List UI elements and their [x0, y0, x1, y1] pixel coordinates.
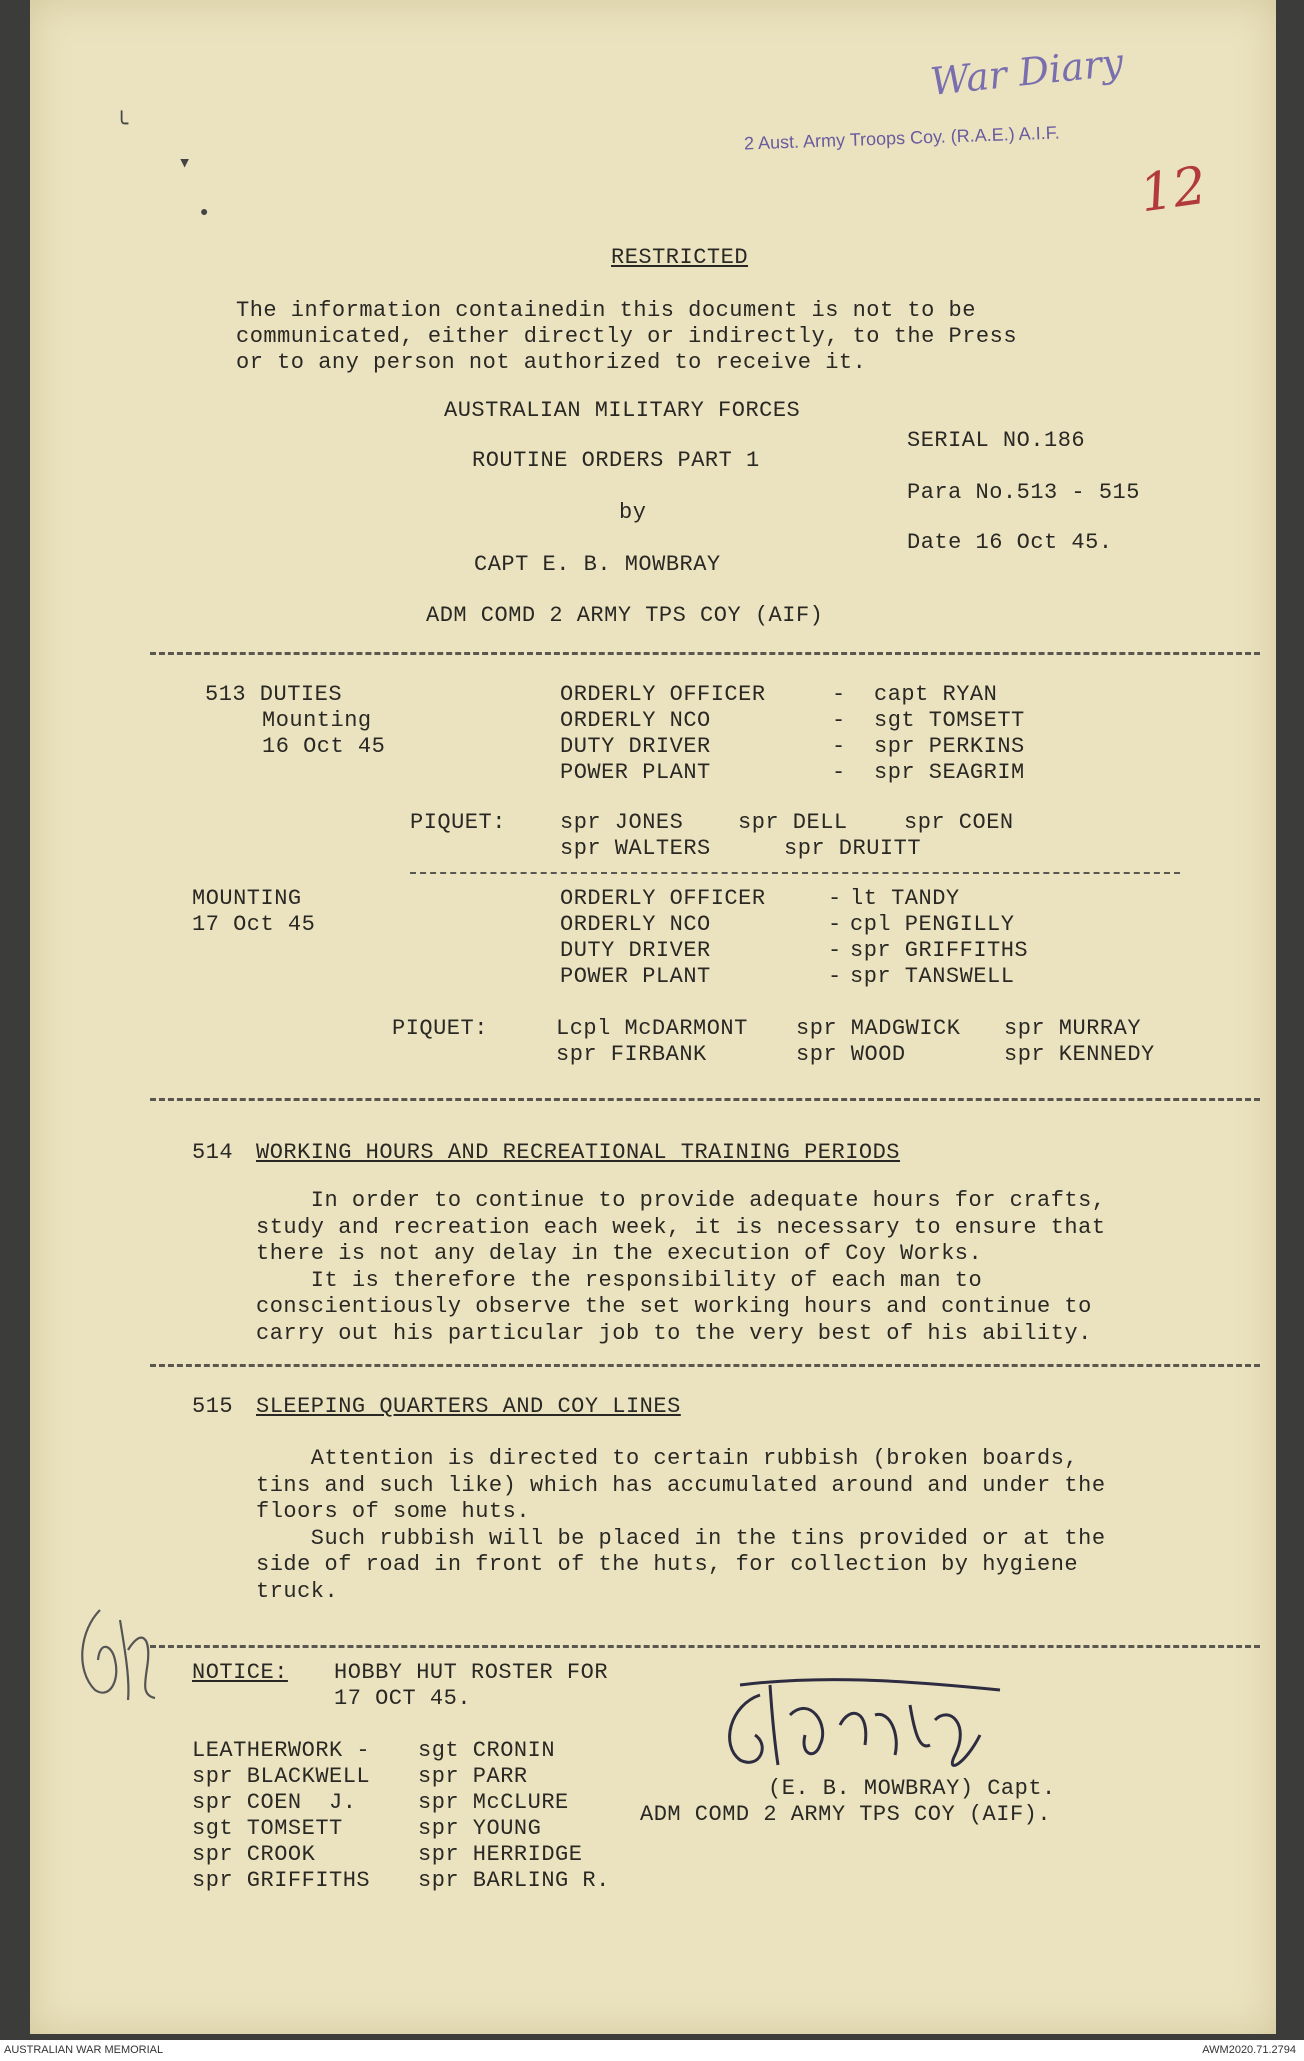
para-515-body: Attention is directed to certain rubbish (broken boards, tins and such like) which has accumulated around and under the floors of some huts. Such rubbish will be placed in the tins provided or at the side of road in front of the huts, for collection by hygiene truck.: [256, 1446, 1106, 1604]
mounting-a-label: Mounting: [262, 708, 372, 733]
officer-signature-icon: [700, 1665, 1020, 1785]
archive-name: AUSTRALIAN WAR MEMORIAL: [4, 2044, 164, 2056]
piquet-name: spr FIRBANK: [556, 1042, 707, 1067]
initials-signature-icon: [70, 1590, 170, 1710]
piquet-name: spr KENNEDY: [1004, 1042, 1155, 1067]
notice-title-1: HOBBY HUT ROSTER FOR: [334, 1660, 609, 1685]
signatory-name: (E. B. MOWBRAY) Capt.: [768, 1776, 1056, 1801]
classification: RESTRICTED: [611, 245, 749, 270]
roster-column-b: sgt CRONIN spr PARR spr McCLURE spr YOUNG spr HERRIDGE spr BARLING R.: [418, 1738, 610, 1893]
section-divider: [150, 1098, 1260, 1101]
serial-number: SERIAL NO.186: [907, 428, 1086, 453]
folio-number: 12: [1136, 155, 1211, 225]
duties-b-names: lt TANDY cpl PENGILLY spr GRIFFITHS spr TANSWELL: [850, 886, 1029, 989]
piquet-b-label: PIQUET:: [392, 1016, 488, 1041]
para-515-title: SLEEPING QUARTERS AND COY LINES: [256, 1394, 681, 1419]
piquet-name: spr MADGWICK: [796, 1016, 961, 1041]
order-date: Date 16 Oct 45.: [907, 530, 1113, 555]
orders-title: ROUTINE ORDERS PART 1: [472, 448, 760, 473]
para-515-number: 515: [192, 1394, 234, 1419]
duties-b-dashes: - - - -: [828, 886, 842, 989]
para-513-label: 513 DUTIES: [205, 682, 343, 707]
para-range: Para No.513 - 515: [907, 480, 1140, 505]
archive-footer: [0, 2040, 1304, 2061]
piquet-name: spr MURRAY: [1004, 1016, 1142, 1041]
restriction-notice: The information containedin this document is not to be communicated, either directly or indirectly, to the Press or to any person not authorized to receive it.: [236, 298, 1018, 375]
piquet-name: spr WALTERS: [560, 836, 711, 861]
org-title: AUSTRALIAN MILITARY FORCES: [444, 398, 801, 423]
war-diary-handwriting: War Diary: [928, 40, 1126, 104]
signatory-command: ADM COMD 2 ARMY TPS COY (AIF).: [640, 1802, 1052, 1827]
duties-b-roles: ORDERLY OFFICER ORDERLY NCO DUTY DRIVER POWER PLANT: [560, 886, 766, 989]
section-divider: [150, 1645, 1260, 1648]
duties-a-dashes: - - - -: [832, 682, 846, 785]
archive-reference: AWM2020.71.2794: [1202, 2044, 1296, 2056]
mounting-b-date: 17 Oct 45: [192, 912, 316, 937]
punch-mark: ●: [200, 205, 209, 221]
duties-a-roles: ORDERLY OFFICER ORDERLY NCO DUTY DRIVER POWER PLANT: [560, 682, 766, 785]
unit-stamp: 2 Aust. Army Troops Coy. (R.A.E.) A.I.F.: [743, 122, 1061, 154]
notice-label: NOTICE:: [192, 1660, 288, 1685]
mounting-b-label: MOUNTING: [192, 886, 302, 911]
roster-column-a: LEATHERWORK - spr BLACKWELL spr COEN J. sgt TOMSETT spr CROOK spr GRIFFITHS: [192, 1738, 371, 1893]
para-514-title: WORKING HOURS AND RECREATIONAL TRAINING PERIODS: [256, 1140, 901, 1165]
by-label: by: [619, 500, 647, 525]
piquet-name: spr JONES: [560, 810, 684, 835]
notice-title-2: 17 OCT 45.: [334, 1686, 472, 1711]
piquet-a-label: PIQUET:: [410, 810, 506, 835]
piquet-name: spr COEN: [904, 810, 1014, 835]
para-514-body: In order to continue to provide adequate hours for crafts, study and recreation each week, it is necessary to ensure that there is not any delay in the execution of Coy Works. It is therefore the responsibility of each man to conscientiously observe the set working hours and continue to carry out his particular job to the very best of his ability.: [256, 1188, 1106, 1346]
piquet-name: spr WOOD: [796, 1042, 906, 1067]
punch-mark: ╰: [115, 113, 129, 138]
duties-a-names: capt RYAN sgt TOMSETT spr PERKINS spr SEAGRIM: [874, 682, 1025, 785]
command-title: ADM COMD 2 ARMY TPS COY (AIF): [426, 603, 824, 628]
officer-name: CAPT E. B. MOWBRAY: [474, 552, 721, 577]
punch-mark: ▾: [178, 151, 192, 176]
piquet-name: Lcpl McDARMONT: [556, 1016, 748, 1041]
section-divider: [150, 652, 1260, 655]
mounting-a-date: 16 Oct 45: [262, 734, 386, 759]
piquet-name: spr DRUITT: [784, 836, 922, 861]
section-divider: [150, 1364, 1260, 1367]
piquet-name: spr DELL: [738, 810, 848, 835]
subsection-divider: [410, 872, 1180, 874]
para-514-number: 514: [192, 1140, 234, 1165]
